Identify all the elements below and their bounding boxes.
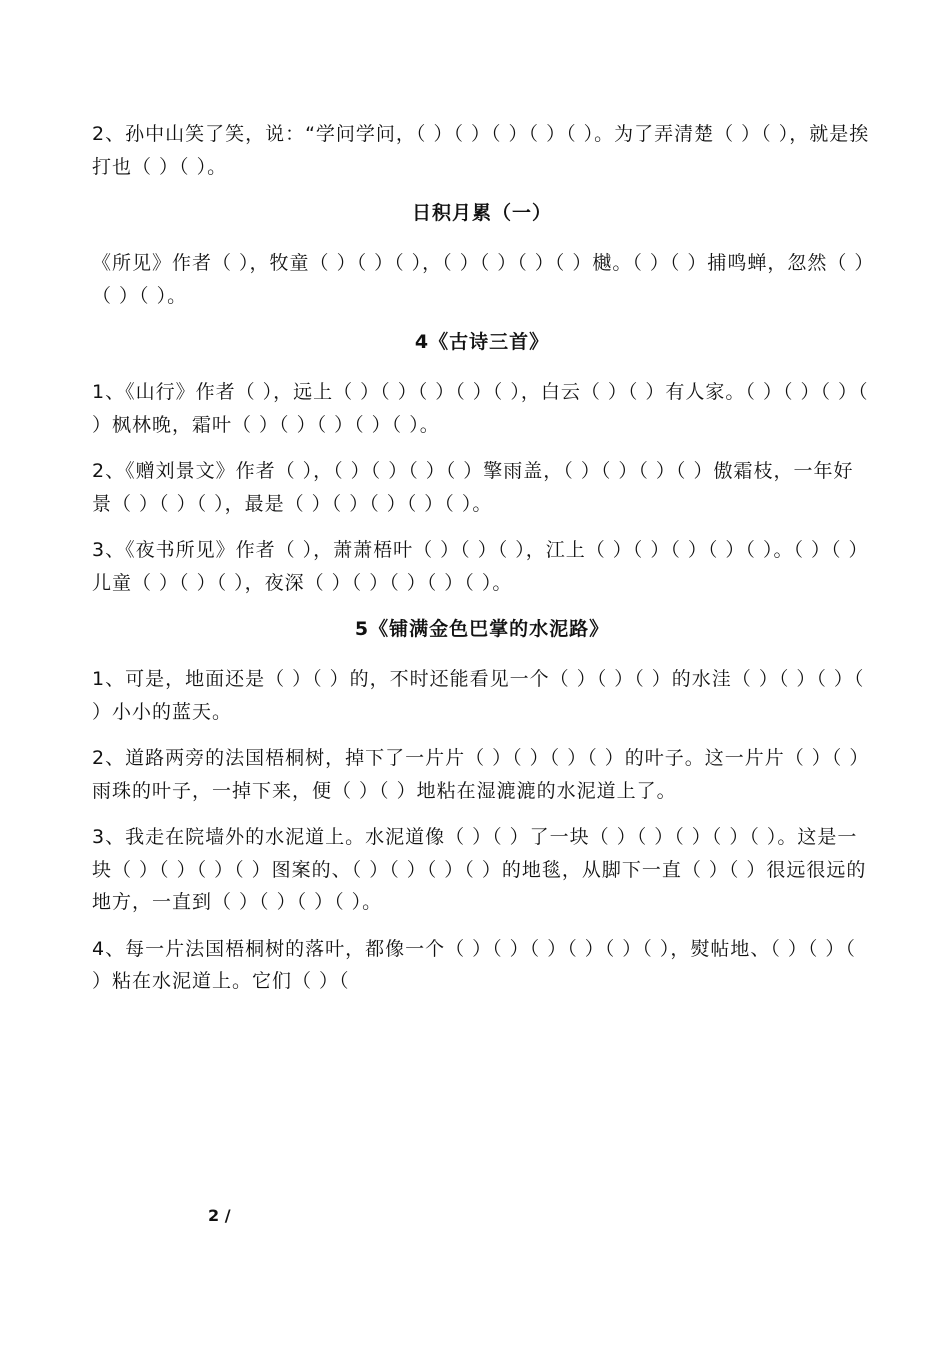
- paragraph-sun-zhongshan: 2、孙中山笑了笑，说：“学问学问，（ ）（ ）（ ）（ ）（ ）。为了弄清楚（ ）（ ），就是挨打也（ ）（ ）。: [92, 123, 870, 178]
- paragraph-shuini-lu-4: 4、每一片法国梧桐树的落叶，都像一个（ ）（ ）（ ）（ ）（ ）（ ），熨帖地、（ ）（ ）（ ）粘在水泥道上。它们（ ）（: [92, 937, 856, 992]
- paragraph-suo-jian: 《所见》作者（ ），牧童（ ）（ ）（ ），（ ）（ ）（ ）（ ）樾。（ ）（ ）捕鸣蝉，忽然（ ）（ ）（ ）。: [92, 252, 865, 307]
- paragraph-zeng-liu-jingwen: 2、《赠刘景文》作者（ ），（ ）（ ）（ ）（ ）擎雨盖，（ ）（ ）（ ）（ ）傲霜枝，一年好景（ ）（ ）（ ），最是（ ）（ ）（ ）（ ）（ ）。: [92, 460, 854, 515]
- paragraph-ye-shu-suo-jian: 3、《夜书所见》作者（ ），萧萧梧叶（ ）（ ）（ ），江上（ ）（ ）（ ）（ ）（ ）。（ ）（ ）儿童（ ）（ ）（ ），夜深（ ）（ ）（ ）（ ）（ ）。: [92, 539, 869, 594]
- heading-shuini-lu: 5《铺满金色巴掌的水泥路》: [354, 618, 610, 640]
- paragraph-shan-xing: 1、《山行》作者（ ），远上（ ）（ ）（ ）（ ）（ ），白云（ ）（ ）有人家。（ ）（ ）（ ）（ ）枫林晚，霜叶（ ）（ ）（ ）（ ）（ ）。: [92, 381, 869, 436]
- paragraph-shuini-lu-1: 1、可是，地面还是（ ）（ ）的，不时还能看见一个（ ）（ ）（ ）的水洼（ ）（ ）（ ）（ ）小小的蓝天。: [92, 668, 865, 723]
- page-number: 2 /: [208, 1206, 231, 1225]
- paragraph-shuini-lu-2: 2、道路两旁的法国梧桐树，掉下了一片片（ ）（ ）（ ）（ ）的叶子。这一片片（ ）（ ）雨珠的叶子，一掉下来，便（ ）（ ）地粘在湿漉漉的水泥道上了。: [92, 747, 870, 802]
- document-body: [92, 118, 872, 1012]
- heading-riji-yuelei: 日积月累（一）: [411, 202, 552, 224]
- heading-gushi-sanshou: 4《古诗三首》: [414, 331, 550, 353]
- paragraph-shuini-lu-3: 3、我走在院墙外的水泥道上。水泥道像（ ）（ ）了一块（ ）（ ）（ ）（ ）（ ）。这是一块（ ）（ ）（ ）（ ）图案的、（ ）（ ）（ ）（ ）的地毯，从脚下一直（ ）（ ）很远很远的地方，一直到（ ）（ ）（ ）（ ）。: [92, 826, 867, 913]
